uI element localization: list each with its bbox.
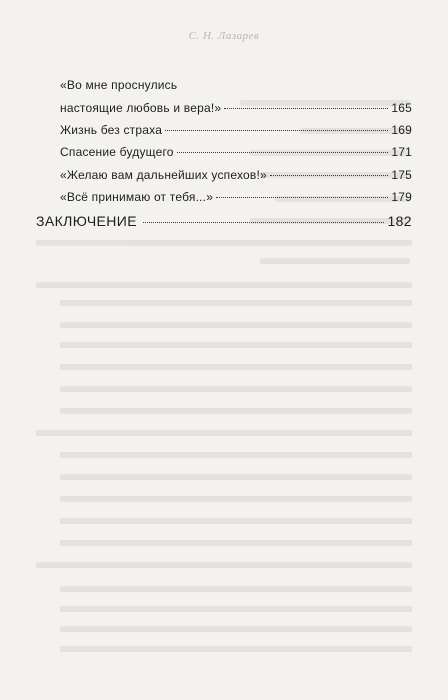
dot-leader — [177, 152, 389, 153]
toc-page-number: 182 — [387, 213, 412, 229]
toc-entry-title-line — [60, 145, 412, 160]
toc-entry — [60, 123, 412, 138]
toc-entry-title: «Всё принимаю от тебя...» — [60, 190, 214, 204]
toc-chapter-line — [36, 214, 412, 229]
toc-entry-title-line — [60, 168, 412, 183]
dot-leader — [270, 175, 388, 176]
toc-chapter — [36, 214, 412, 229]
toc-entry — [60, 190, 412, 205]
toc-page-number: 169 — [391, 123, 412, 137]
dot-leader — [224, 108, 388, 109]
dot-leader — [143, 222, 384, 223]
toc-chapter-title: ЗАКЛЮЧЕНИЕ — [36, 213, 137, 229]
toc-entry — [60, 78, 412, 116]
toc-entry-title-line — [60, 101, 412, 116]
toc-entry-title: Спасение будущего — [60, 145, 174, 159]
toc-page-number: 171 — [391, 145, 412, 159]
toc-page-number: 175 — [391, 168, 412, 182]
toc-entry-title-line — [60, 123, 412, 138]
toc-entry-title: настоящие любовь и вера!» — [60, 101, 222, 115]
running-head: С. Н. Лазарев — [188, 30, 260, 42]
toc-page-number: 165 — [391, 101, 412, 115]
toc-entry-title: Жизнь без страха — [60, 123, 163, 137]
toc-page-number: 179 — [391, 190, 412, 204]
toc-entry — [60, 145, 412, 160]
dot-leader — [216, 197, 388, 198]
toc-entry-title: «Желаю вам дальнейших успехов!» — [60, 168, 267, 182]
toc-entry-title: «Во мне проснулись — [60, 78, 178, 92]
toc-entry-title-line — [60, 78, 412, 93]
dot-leader — [165, 130, 388, 131]
toc-entry-title-line — [60, 190, 412, 205]
toc-entry — [60, 168, 412, 183]
